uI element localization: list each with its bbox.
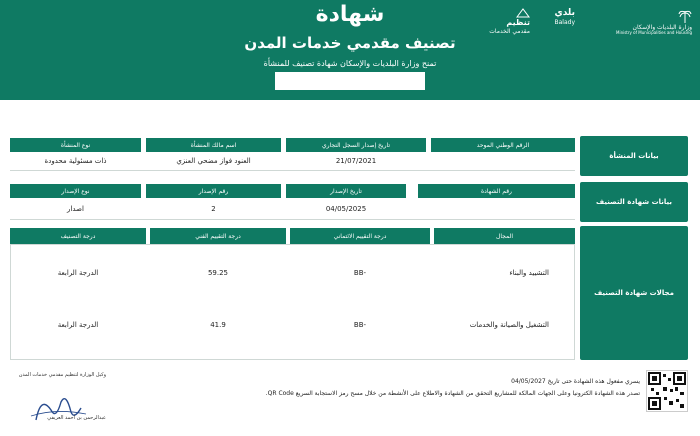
credit-grade-header: درجة التقييم الائتماني (290, 228, 430, 244)
cert-number-value (418, 200, 575, 218)
signature-icon (16, 380, 96, 436)
certificate-description: تمنح وزارة البلديات والإسكان شهادة تصنيف للمنشأة (263, 59, 437, 68)
issue-number-value: 2 (211, 205, 216, 213)
owner-name-value: العنود فواز مضحي العنزي (176, 157, 251, 165)
ministry-name-en: Ministry of Municipalities and Housing (616, 30, 692, 36)
redacted-facility-name (275, 72, 425, 90)
field-row-1-credit: BB- (353, 269, 367, 277)
field-row-1-class: الدرجة الرابعة (57, 269, 99, 277)
balady-name: بلدي (554, 8, 575, 18)
field-row-2-class: الدرجة الرابعة (57, 321, 99, 329)
tanzeem-name: تنظيم (506, 18, 530, 27)
field-row-2-name: التشغيل والصيانة والخدمات (469, 321, 549, 329)
field-row-1-name: التشييد والبناء (509, 269, 549, 277)
owner-name-header: اسم مالك المنشأة (146, 138, 281, 152)
valid-until-date: 04/05/2027 (511, 378, 546, 385)
class-grade-header: درجة التصنيف (10, 228, 146, 244)
facility-type-header: نوع المنشأة (10, 138, 141, 152)
classification-section-label: بيانات شهادة التصنيف (580, 182, 688, 222)
divider (10, 170, 575, 171)
balady-name-en: Balady (554, 18, 575, 26)
field-row-2-technical: 41.9 (210, 321, 226, 329)
fields-section-label: مجالات شهادة التصنيف (580, 226, 688, 360)
unified-number-header: الرقم الوطني الموحد (431, 138, 575, 152)
cr-date-header: تاريخ إصدار السجل التجاري (286, 138, 426, 152)
issue-date-header: تاريخ الإصدار (286, 184, 406, 198)
qr-code[interactable] (646, 370, 688, 412)
qr-code-icon (647, 371, 687, 411)
ministry-logo (582, 8, 692, 36)
divider (10, 219, 575, 220)
tanzeem-logo (482, 8, 530, 35)
issue-type-value: اصدار (67, 205, 84, 213)
cr-date-value: 21/07/2021 (335, 157, 377, 165)
field-header: المجال (434, 228, 575, 244)
validity-label: يسري مفعول هذه الشهادة حتى تاريخ (547, 378, 640, 385)
balady-logo (535, 8, 575, 26)
tanzeem-sub: مقدمي الخدمات (489, 27, 530, 35)
issue-number-header: رقم الإصدار (146, 184, 281, 198)
unified-number-value (431, 153, 575, 169)
facility-type-value: ذات مسئولية محدودة (44, 157, 107, 165)
certificate-subtitle: تصنيف مقدمي خدمات المدن (244, 34, 456, 52)
verification-note: تصدر هذه الشهادة الكترونيا وعلى الجهات المالكة للمشاريع التحقق من الشهادة والاطلاع على الأنشطة من خلال مسح رمز الاستجابة السريع QR Code. (265, 390, 640, 397)
cert-number-header: رقم الشهادة (418, 184, 575, 198)
field-row-2-credit: BB- (353, 321, 367, 329)
technical-grade-header: درجة التقييم الفني (150, 228, 286, 244)
certificate-title: شهادة (315, 2, 385, 27)
palm-icon (678, 8, 692, 24)
facility-section-label: بيانات المنشأة (580, 136, 688, 176)
tanzeem-mark-icon (516, 8, 530, 18)
issue-date-value: 04/05/2025 (325, 205, 367, 213)
issue-type-header: نوع الإصدار (10, 184, 141, 198)
signatory-title: وكيل الوزارة لتنظيم مقدمي خدمات المدن (18, 372, 106, 378)
ministry-name: وزارة البلديات والإسكان (632, 24, 692, 31)
certificate-banner (0, 0, 700, 100)
field-row-1-technical: 59.25 (207, 269, 229, 277)
validity-text (330, 378, 640, 385)
signatory-name: عبدالرحمن بن أحمد العريفي (47, 415, 106, 421)
